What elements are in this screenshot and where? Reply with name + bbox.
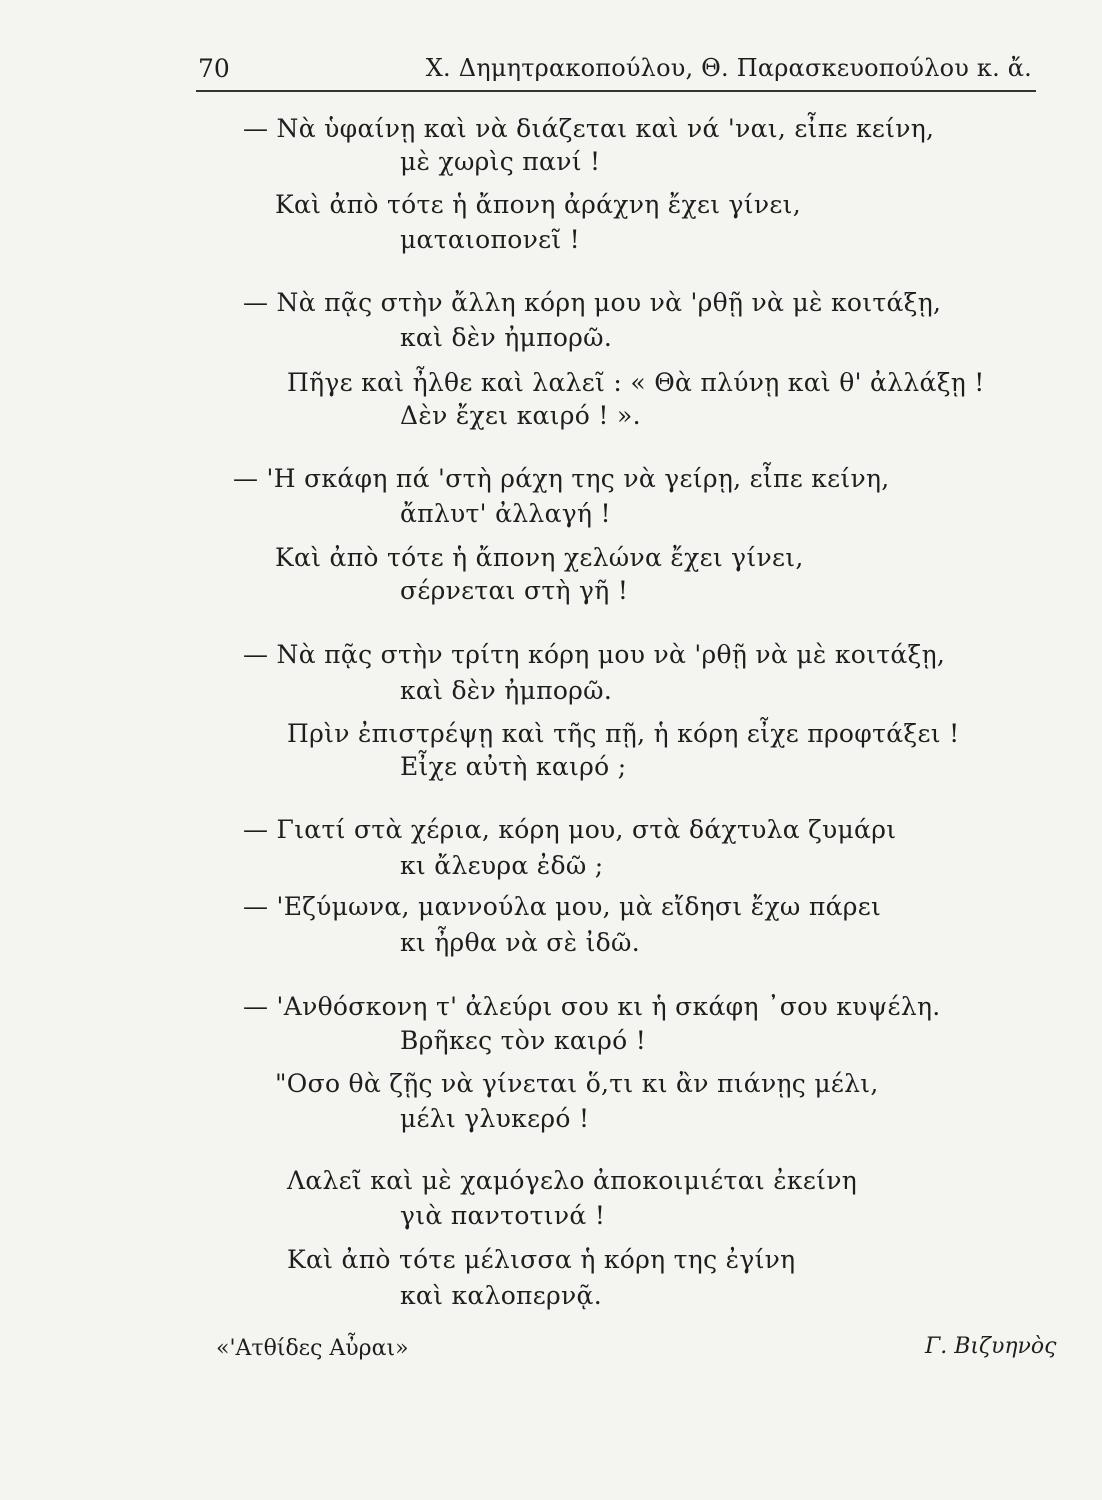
- poem-line: μέλι γλυκερό !: [400, 1104, 590, 1133]
- poem-line: — 'Εζύμωνα, μαννούλα μου, μὰ εἴδησι ἔχω πάρει: [243, 892, 882, 921]
- poem-line: — 'Η σκάφη πά 'στὴ ράχη της νὰ γείρῃ, εἶπε κείνη,: [233, 464, 890, 493]
- poem-line: καὶ καλοπερνᾷ.: [400, 1281, 602, 1310]
- poem-line: Εἶχε αὐτὴ καιρό ;: [400, 752, 627, 781]
- poem-line: ματαιοπονεῖ !: [400, 225, 581, 254]
- poem-line: Καὶ ἀπὸ τότε μέλισσα ἡ κόρη της ἐγίνη: [287, 1245, 796, 1274]
- page-number: 70: [198, 54, 230, 83]
- poem-line: ἄπλυτ' ἀλλαγή !: [400, 499, 611, 528]
- poem-line: κι ἦρθα νὰ σὲ ἰδῶ.: [400, 928, 640, 957]
- poem-line: — 'Ανθόσκονη τ' ἀλεύρι σου κι ἡ σκάφη ᾽σου κυψέλη.: [243, 992, 941, 1021]
- poem-line: Δὲν ἔχει καιρό ! ».: [400, 401, 641, 430]
- poem-line: Πρὶν ἐπιστρέψῃ καὶ τῆς πῇ, ἡ κόρη εἶχε προφτάξει !: [287, 719, 960, 748]
- source-attribution: «'Ατθίδες Αὖραι»: [216, 1336, 409, 1361]
- poem-line: Καὶ ἀπὸ τότε ἡ ἄπονη χελώνα ἔχει γίνει,: [275, 543, 804, 572]
- poem-line: Λαλεῖ καὶ μὲ χαμόγελο ἀποκοιμιέται ἐκείνη: [287, 1166, 857, 1195]
- poem-line: σέρνεται στὴ γῆ !: [400, 576, 629, 605]
- poem-line: Καὶ ἀπὸ τότε ἡ ἄπονη ἀράχνη ἔχει γίνει,: [275, 190, 801, 219]
- poem-line: — Νὰ πᾷς στὴν ἄλλη κόρη μου νὰ 'ρθῇ νὰ μὲ κοιτάξῃ,: [243, 288, 942, 317]
- poem-line: — Νὰ πᾷς στὴν τρίτη κόρη μου νὰ 'ρθῇ νὰ μὲ κοιτάξῃ,: [243, 640, 946, 669]
- poem-line: "Οσο θὰ ζῇς νὰ γίνεται ὅ,τι κι ἂν πιάνῃς μέλι,: [275, 1069, 879, 1098]
- poem-line: Βρῆκες τὸν καιρό !: [400, 1026, 647, 1055]
- poem-line: γιὰ παντοτινά !: [400, 1201, 606, 1230]
- poem-line: μὲ χωρὶς πανί !: [400, 147, 601, 176]
- poem-line: κι ἄλευρα ἐδῶ ;: [400, 851, 604, 880]
- poem-line: καὶ δὲν ἠμπορῶ.: [400, 676, 613, 705]
- poem-line: — Νὰ ὑφαίνῃ καὶ νὰ διάζεται καὶ νά 'ναι, εἶπε κείνη,: [243, 114, 935, 143]
- poem-line: — Γιατί στὰ χέρια, κόρη μου, στὰ δάχτυλα ζυμάρι: [243, 815, 897, 844]
- poem-line: καὶ δὲν ἠμπορῶ.: [400, 323, 613, 352]
- author-name: Γ. Βιζυηνὸς: [925, 1334, 1057, 1359]
- poem-line: Πῆγε καὶ ἦλθε καὶ λαλεῖ : « Θὰ πλύνῃ καὶ θ' ἀλλάξῃ !: [287, 368, 985, 397]
- running-title: Χ. Δημητρακοπούλου, Θ. Παρασκευοπούλου κ. ἄ.: [425, 54, 1032, 82]
